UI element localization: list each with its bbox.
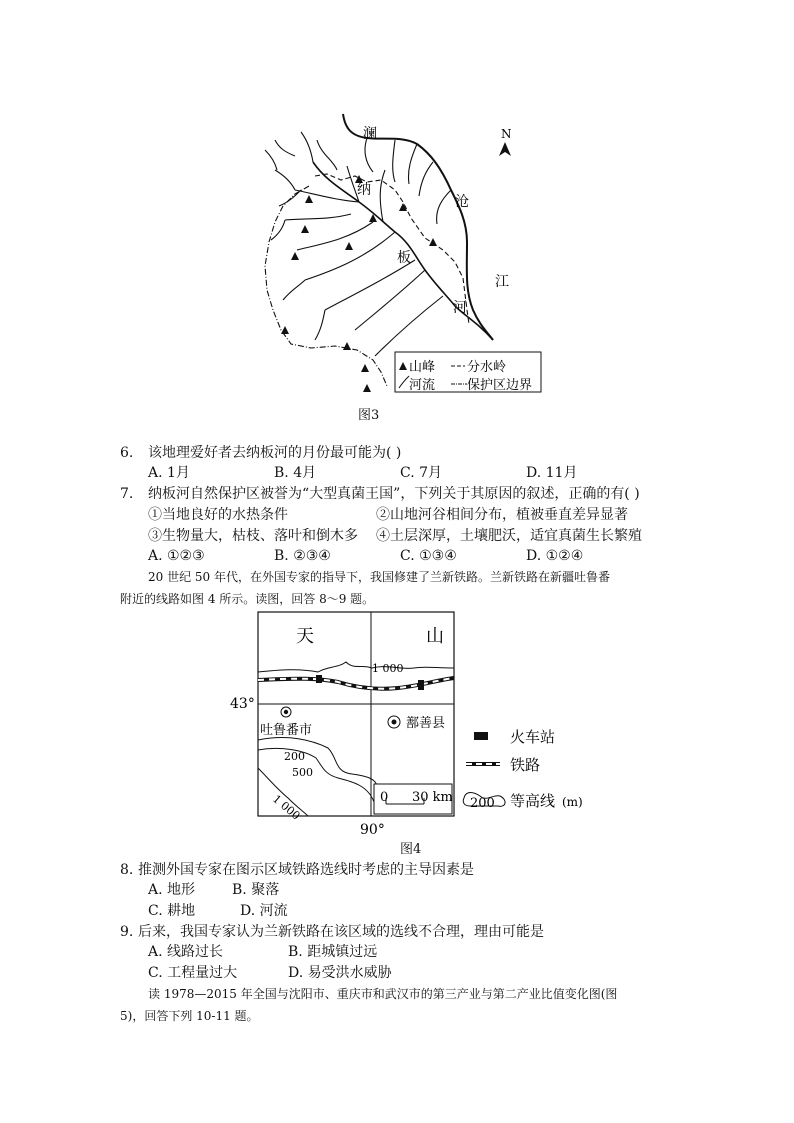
intro-8-9-line1: 20 世纪 50 年代，在外国专家的指导下，我国修建了兰新铁路。兰新铁路在新疆吐鲁番 [148, 570, 610, 584]
label-ban: 板 [397, 250, 411, 266]
q6-option-a[interactable]: A. 1月 [148, 465, 190, 481]
q6-number: 6. [120, 445, 134, 461]
fig3-legend [395, 352, 541, 393]
label-shanshan: 鄯善县 [406, 716, 446, 731]
q8-stem: 推测外国专家在图示区域铁路选线时考虑的主导因素是 [138, 862, 474, 878]
svg-text:保护区边界: 保护区边界 [467, 378, 533, 393]
svg-text:等高线: 等高线 [510, 792, 556, 810]
q8-option-b[interactable]: B. 聚落 [232, 882, 280, 898]
label-contour-200: 200 [284, 750, 305, 763]
figure-3-caption: 图3 [358, 408, 380, 423]
label-lan: 澜 [363, 126, 377, 142]
q7-statement-1: ①当地良好的水热条件 [148, 507, 288, 523]
q6-stem: 该地理爱好者去纳板河的月份最可能为( ) [148, 445, 402, 461]
svg-text:200: 200 [470, 796, 495, 811]
q9-option-c[interactable]: C. 工程量过大 [148, 965, 238, 981]
label-longitude: 90° [360, 822, 385, 838]
svg-text:火车站: 火车站 [510, 728, 556, 746]
q8-option-a[interactable]: A. 地形 [148, 882, 196, 898]
q7-statement-4: ④土层深厚，土壤肥沃，适宜真菌生长繁殖 [376, 528, 642, 544]
intro-8-9-line2: 附近的线路如图 4 所示。读图，回答 8～9 题。 [120, 592, 375, 606]
q7-stem: 纳板河自然保护区被誉为“大型真菌王国”，下列关于其原因的叙述，正确的有( ) [148, 486, 640, 502]
q8-number: 8. [120, 862, 134, 878]
label-he: 河 [453, 300, 467, 316]
label-contour-1000-north: 1 000 [372, 662, 404, 675]
label-shan: 山 [426, 626, 444, 647]
figure-3-map [255, 110, 555, 400]
q9-option-a[interactable]: A. 线路过长 [148, 944, 224, 960]
north-arrow-icon [499, 127, 512, 156]
svg-text:河流: 河流 [409, 378, 436, 393]
q9-number: 9. [120, 924, 134, 940]
q9-option-d[interactable]: D. 易受洪水威胁 [288, 965, 392, 981]
reserve-boundary [265, 186, 387, 386]
scale-bar [374, 784, 453, 814]
q7-number: 7. [120, 486, 134, 502]
station-1-icon [316, 675, 322, 683]
q8-option-d[interactable]: D. 河流 [240, 903, 288, 919]
fig4-legend [463, 728, 583, 811]
intro-10-11-line1: 读 1978—2015 年全国与沈阳市、重庆市和武汉市的第三产业与第二产业比值变化图(图 [148, 987, 618, 1001]
label-jiang: 江 [495, 274, 509, 290]
svg-text:分水岭: 分水岭 [467, 360, 507, 375]
watershed-divide [315, 174, 469, 324]
svg-text:N: N [501, 127, 512, 141]
label-latitude: 43° [230, 696, 255, 712]
q6-option-d[interactable]: D. 11月 [526, 465, 578, 481]
station-legend-icon [474, 732, 488, 740]
q7-statement-3: ③生物量大，枯枝、落叶和倒木多 [148, 528, 358, 544]
q7-option-d[interactable]: D. ①②④ [526, 548, 584, 564]
q7-option-c[interactable]: C. ①③④ [400, 548, 457, 564]
q6-option-b[interactable]: B. 4月 [274, 465, 317, 481]
label-contour-1000-south: 1 000 [270, 792, 303, 823]
q8-option-c[interactable]: C. 耕地 [148, 903, 196, 919]
figure-4-map [228, 608, 608, 840]
svg-text:(m): (m) [562, 795, 583, 809]
q7-option-a[interactable]: A. ①②③ [148, 548, 205, 564]
q9-stem: 后来，我国专家认为兰新铁路在该区域的选线不合理，理由可能是 [138, 924, 544, 940]
q7-statement-2: ②山地河谷相间分布，植被垂直差异显著 [376, 507, 628, 523]
svg-text:0: 0 [380, 790, 389, 805]
q9-option-b[interactable]: B. 距城镇过远 [288, 944, 378, 960]
svg-text:山峰: 山峰 [409, 360, 436, 375]
label-tian: 天 [296, 626, 314, 647]
label-na: 纳 [357, 182, 371, 198]
figure-4-caption: 图4 [400, 842, 422, 857]
station-2-icon [418, 680, 424, 690]
svg-text:30 km: 30 km [412, 790, 453, 805]
label-cang: 沧 [455, 194, 469, 210]
q6-option-c[interactable]: C. 7月 [400, 465, 443, 481]
intro-10-11-line2: 5)，回答下列 10-11 题。 [120, 1009, 259, 1023]
q7-option-b[interactable]: B. ②③④ [274, 548, 331, 564]
svg-text:铁路: 铁路 [510, 756, 541, 774]
label-contour-500: 500 [292, 766, 313, 779]
label-turpan: 吐鲁番市 [260, 723, 313, 738]
